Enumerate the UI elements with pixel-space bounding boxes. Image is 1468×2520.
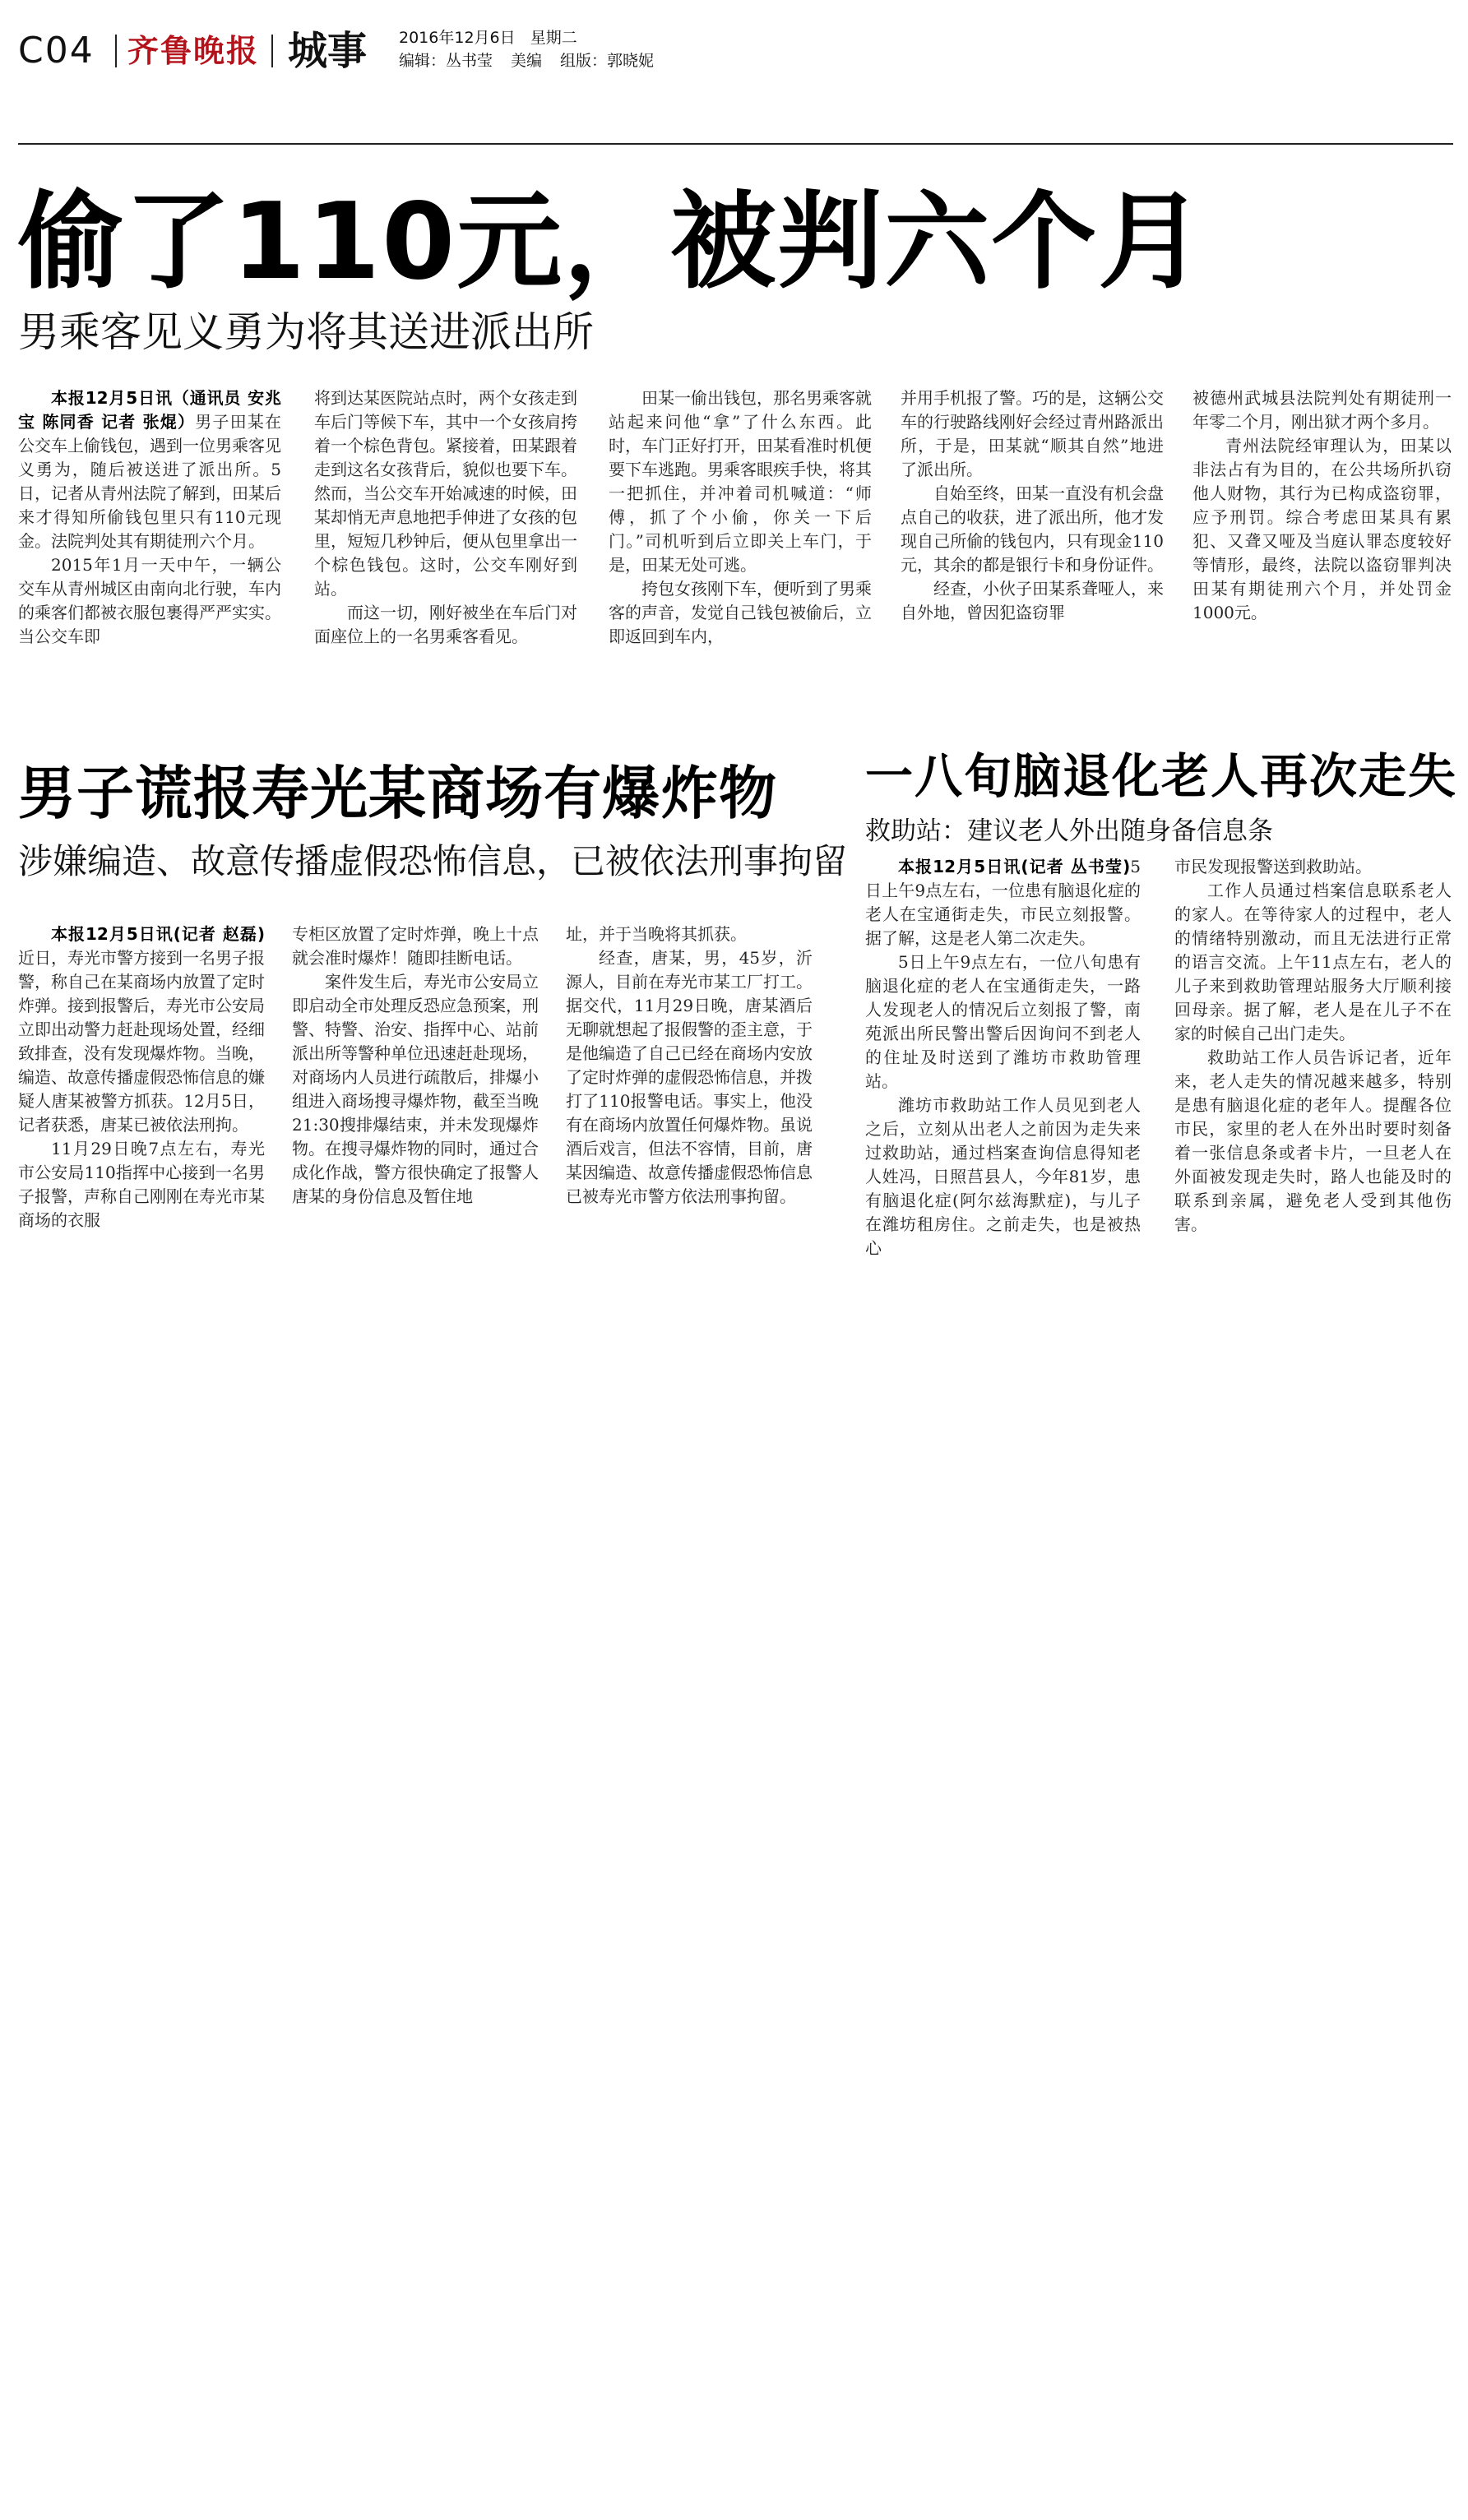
article1-paragraph: 自始至终，田某一直没有机会盘点自己的收获，进了派出所，他才发现自己所偷的钱包内，只有现金110元，其余的都是银行卡和身份证件。 xyxy=(901,483,1164,575)
article1-column-4 xyxy=(901,386,1164,715)
issue-date: 2016年12月6日 xyxy=(399,29,516,47)
article1-byline: 本报12月5日讯（通讯员 安兆宝 陈同香 记者 张焜） xyxy=(18,388,281,432)
article2-paragraph: 近日，寿光市警方接到一名男子报警，称自己在某商场内放置了定时炸弹。接到报警后，寿光市公安局立即出动警力赶赴现场处置，经细致排查，没有发现爆炸物。当晚，编造、故意传播虚假恐怖信息的嫌疑人唐某被警方抓获。12月5日，记者获悉，唐某已被依法刑拘。 xyxy=(18,948,265,1135)
article2-column-1 xyxy=(18,922,265,1309)
article3-column-2 xyxy=(1174,855,1452,1307)
article1-paragraph: 挎包女孩刚下车，便听到了男乘客的声音，发觉自己钱包被偷后，立即返回到车内， xyxy=(609,579,872,646)
article1-subhead: 男乘客见义勇为将其送进派出所 xyxy=(18,308,594,356)
article2-byline: 本报12月5日讯(记者 赵磊) xyxy=(51,924,265,944)
masthead-divider xyxy=(271,35,273,67)
article1-paragraph: 男子田某在公交车上偷钱包，遇到一位男乘客见义勇为，随后被送进了派出所。5日，记者从青州法院了解到，田某后来才得知所偷钱包里只有110元现金。法院判处其有期徒刑六个月。 xyxy=(18,412,281,551)
page-number: C04 xyxy=(18,30,95,72)
article1-paragraph: 青州法院经审理认为，田某以非法占有为目的，在公共场所扒窃他人财物，其行为已构成盗窃罪，应予刑罚。综合考虑田某具有累犯、又聋又哑及当庭认罪态度较好等情形，最终，法院以盗窃罪判决田某有期徒刑六个月，并处罚金1000元。 xyxy=(1192,436,1452,622)
issue-weekday: 星期二 xyxy=(530,29,577,47)
dateline xyxy=(399,26,577,49)
article1-paragraph: 被德州武城县法院判处有期徒刑一年零二个月，刚出狱才两个多月。 xyxy=(1192,388,1452,432)
article1-paragraph: 将到达某医院站点时，两个女孩走到车后门等候下车，其中一个女孩肩挎着一个棕色背包。紧接着，田某跟着走到这名女孩背后，貌似也要下车。然而，当公交车开始减速的时候，田某却悄无声息地把手伸进了女孩的包里，短短几秒钟后，便从包里拿出一个棕色钱包。这时，公交车刚好到站。 xyxy=(314,388,577,599)
masthead-rule xyxy=(18,143,1453,145)
article3-subhead: 救助站：建议老人外出随身备信息条 xyxy=(865,816,1273,846)
article1-paragraph: 而这一切，刚好被坐在车后门对面座位上的一名男乘客看见。 xyxy=(314,603,577,646)
article2-paragraph: 经查，唐某，男，45岁，沂源人，目前在寿光市某工厂打工。据交代，11月29日晚，唐某酒后无聊就想起了报假警的歪主意，于是他编造了自己已经在商场内安放了定时炸弹的虚假恐怖信息，并拨打了110报警电话。事实上，他没有在商场内放置任何爆炸物。虽说酒后戏言，但法不容情，目前，唐某因编造、故意传播虚假恐怖信息已被寿光市警方依法刑事拘留。 xyxy=(566,948,813,1206)
article3-paragraph: 市民发现报警送到救助站。 xyxy=(1174,857,1372,876)
article2-paragraph: 案件发生后，寿光市公安局立即启动全市处理反恐应急预案，刑警、特警、治安、指挥中心、站前派出所等警种单位迅速赶赴现场，对商场内人员进行疏散后，排爆小组进入商场搜寻爆炸物，截至当晚21:30搜排爆结束，并未发现爆炸物。在搜寻爆炸物的同时，通过合成化作战，警方很快确定了报警人唐某的身份信息及暂住地 xyxy=(292,972,539,1206)
article1-column-1 xyxy=(18,386,281,715)
editor-credit: 编辑：丛书莹 xyxy=(399,52,493,70)
article1-column-3 xyxy=(609,386,872,715)
article1-paragraph: 2015年1月一天中午，一辆公交车从青州城区由南向北行驶，车内的乘客们都被衣服包裹得严严实实。当公交车即 xyxy=(18,555,281,646)
article1-headline: 偷了110元，被判六个月 xyxy=(18,181,1206,303)
article3-paragraph: 5日上午9点左右，一位八旬患有脑退化症的老人在宝通街走失，一路人发现老人的情况后立刻报了警，南苑派出所民警出警后因询问不到老人的住址及时送到了潍坊市救助管理站。 xyxy=(865,952,1141,1091)
article1-paragraph: 经查，小伙子田某系聋哑人，来自外地，曾因犯盗窃罪 xyxy=(901,579,1164,622)
article3-paragraph: 工作人员通过档案信息联系老人的家人。在等待家人的过程中，老人的情绪特别激动，而且无法进行正常的语言交流。上午11点左右，老人的儿子来到救助管理站服务大厅顺利接回母亲。据了解，老人是在儿子不在家的时候自己出门走失。 xyxy=(1174,881,1452,1043)
layout-credit: 组版：郭晓妮 xyxy=(560,52,655,70)
article2-headline: 男子谎报寿光某商场有爆炸物 xyxy=(18,760,777,827)
article1-paragraph: 并用手机报了警。巧的是，这辆公交车的行驶路线刚好会经过青州路派出所，于是，田某就“顺其自然”地进了派出所。 xyxy=(901,388,1164,479)
article3-headline: 一八旬脑退化老人再次走失 xyxy=(865,748,1458,804)
article1-column-5 xyxy=(1192,386,1452,715)
article2-column-2 xyxy=(292,922,539,1309)
article3-paragraph: 5日上午9点左右，一位患有脑退化症的老人在宝通街走失，市民立刻报警。据了解，这是老人第二次走失。 xyxy=(865,857,1141,948)
article3-paragraph: 救助站工作人员告诉记者，近年来，老人走失的情况越来越多，特别是患有脑退化症的老年人。提醒各位市民，家里的老人在外出时要时刻备着一张信息条或者卡片，一旦老人在外面被发现走失时，路人也能及时的联系到亲属，避免老人受到其他伤害。 xyxy=(1174,1047,1452,1234)
article2-subhead: 涉嫌编造、故意传播虚假恐怖信息，已被依法刑事拘留 xyxy=(18,841,848,881)
article3-paragraph: 潍坊市救助站工作人员见到老人之后，立刻从出老人之前因为走失来过救助站，通过档案查询信息得知老人姓冯，日照莒县人，今年81岁，患有脑退化症(阿尔兹海默症)，与儿子在潍坊租房住。之前走失，也是被热心 xyxy=(865,1095,1141,1258)
article1-paragraph: 田某一偷出钱包，那名男乘客就站起来问他“拿”了什么东西。此时，车门正好打开，田某看准时机便要下车逃跑。男乘客眼疾手快，将其一把抓住，并冲着司机喊道：“师傅，抓了个小偷，你关一下后门。”司机听到后立即关上车门，于是，田某无处可逃。 xyxy=(609,388,872,575)
article1-column-2 xyxy=(314,386,577,715)
section-title: 城事 xyxy=(288,28,368,74)
article3-byline: 本报12月5日讯(记者 丛书莹) xyxy=(898,857,1131,876)
article3-column-1 xyxy=(865,855,1141,1307)
design-credit: 美编 xyxy=(511,52,543,70)
article2-column-3 xyxy=(566,922,813,1309)
article2-paragraph: 专柜区放置了定时炸弹，晚上十点就会准时爆炸！随即挂断电话。 xyxy=(292,924,539,968)
article2-paragraph: 址，并于当晚将其抓获。 xyxy=(566,924,747,944)
editor-credits xyxy=(399,49,672,72)
article2-paragraph: 11月29日晚7点左右，寿光市公安局110指挥中心接到一名男子报警，声称自己刚刚在寿光市某商场的衣服 xyxy=(18,1139,265,1230)
newspaper-logo: 齐鲁晚报 xyxy=(127,32,260,69)
masthead-divider xyxy=(115,35,117,67)
